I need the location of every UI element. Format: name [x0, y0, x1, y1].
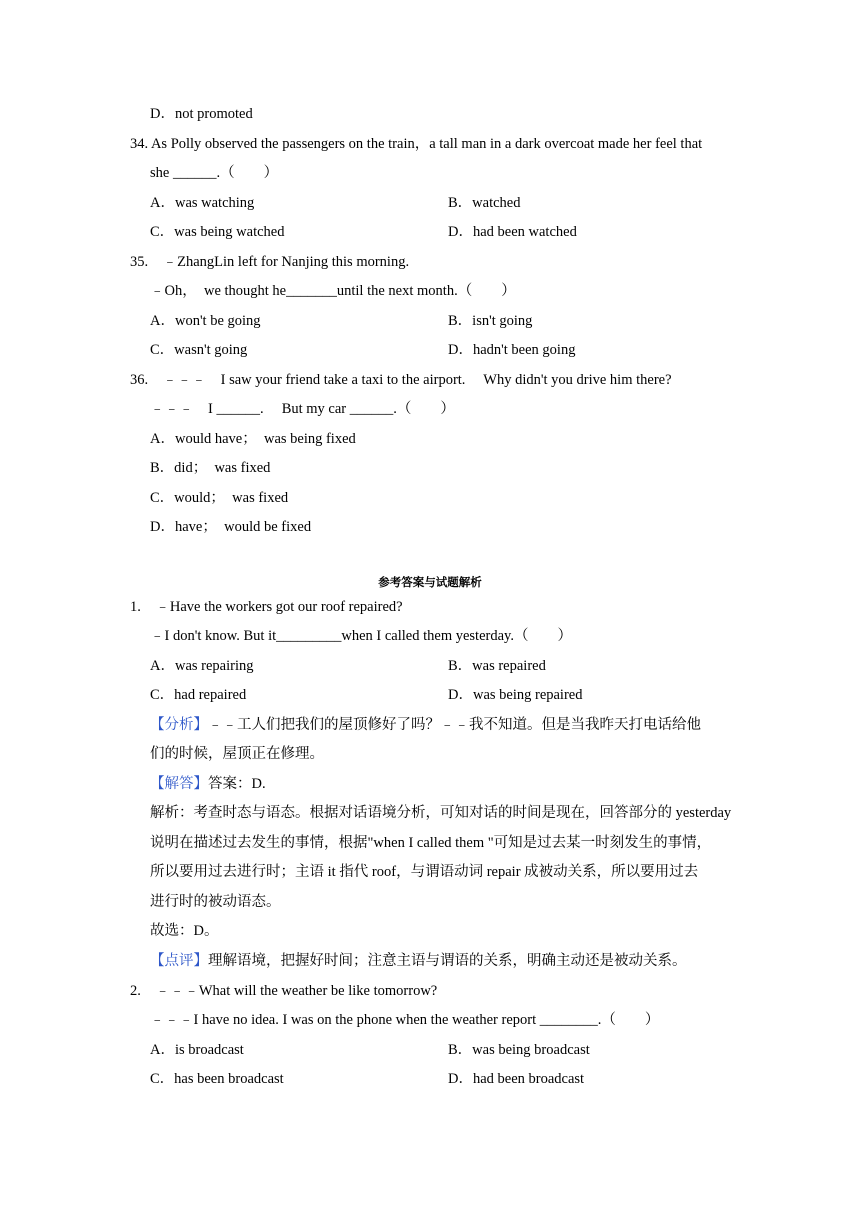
q36-stem-line1: 36. ﹣﹣﹣ I saw your friend take a taxi to the airport. Why didn't you drive him there?: [130, 372, 672, 388]
a1-comment-line: [150, 952, 687, 970]
q34-option-c: C．was being watched: [150, 224, 285, 240]
q35-option-c: C．wasn't going: [150, 342, 248, 358]
q36-option-b: B．did； was fixed: [150, 460, 271, 476]
q33-option-d: D．not promoted: [150, 106, 253, 122]
q36-option-a: A．would have； was being fixed: [150, 431, 356, 447]
a1-stem-line1: 1. ﹣Have the workers got our roof repaired?: [130, 599, 403, 615]
q34-stem-line2: she ______.（ ）: [150, 165, 279, 181]
q34-option-b: B．watched: [448, 195, 521, 211]
a2-option-c: C．has been broadcast: [150, 1071, 284, 1087]
a1-option-d: D．was being repaired: [448, 687, 583, 703]
a2-option-b: B．was being broadcast: [448, 1042, 590, 1058]
a2-stem-line2: ﹣﹣﹣I have no idea. I was on the phone when the weather report ________.（ ）: [150, 1012, 660, 1028]
q35-stem-line2: ﹣Oh， we thought he_______until the next month.（ ）: [150, 283, 516, 299]
analysis-text: ﹣﹣工人们把我们的屋顶修好了吗？﹣﹣我不知道。但是当我昨天打电话给他: [208, 717, 701, 733]
answer-tag: 【解答】: [150, 776, 208, 792]
analysis-tag: 【分析】: [150, 717, 208, 733]
q36-option-c: C．would； was fixed: [150, 490, 289, 506]
a1-option-b: B．was repaired: [448, 658, 546, 674]
q35-option-b: B．isn't going: [448, 313, 533, 329]
a1-option-c: C．had repaired: [150, 687, 247, 703]
q36-stem-line2: ﹣﹣﹣ I ______. But my car ______.（ ）: [150, 401, 455, 417]
a1-explanation-line1: 解析：考查时态与语态。根据对话语境分析，可知对话的时间是现在，回答部分的 yesterday: [150, 805, 732, 821]
section-title: 参考答案与试题解析: [378, 575, 482, 589]
answer-text: 答案：D.: [208, 776, 266, 792]
comment-text: 理解语境，把握好时间；注意主语与谓语的关系，明确主动还是被动关系。: [208, 953, 687, 969]
q36-option-d: D．have； would be fixed: [150, 519, 312, 535]
a1-analysis-line1: [150, 716, 701, 734]
q34-option-d: D．had been watched: [448, 224, 577, 240]
q35-stem-line1: 35. ﹣ZhangLin left for Nanjing this morning.: [130, 254, 410, 270]
q35-option-a: A．won't be going: [150, 313, 261, 329]
a1-answer-line: [150, 775, 266, 793]
a1-explanation-line2: 说明在描述过去发生的事情，根据"when I called them "可知是过去某一时刻发生的事情，: [150, 835, 712, 851]
a2-option-d: D．had been broadcast: [448, 1071, 585, 1087]
q35-option-d: D．hadn't been going: [448, 342, 576, 358]
a2-stem-line1: 2. ﹣﹣﹣What will the weather be like tomorrow?: [130, 983, 438, 999]
q34-stem-line1: 34. As Polly observed the passengers on the train，a tall man in a dark overcoat made her feel that: [130, 136, 703, 152]
a1-option-a: A．was repairing: [150, 658, 254, 674]
q34-option-a: A．was watching: [150, 195, 255, 211]
a2-option-a: A．is broadcast: [150, 1042, 244, 1058]
a1-analysis-line2: 们的时候，屋顶正在修理。: [150, 746, 324, 762]
a1-stem-line2: ﹣I don't know. But it_________when I called them yesterday.（ ）: [150, 628, 572, 644]
a1-explanation-line4: 进行时的被动语态。: [150, 894, 281, 910]
comment-tag: 【点评】: [150, 953, 208, 969]
a1-explanation-line3: 所以要用过去进行时；主语 it 指代 roof，与谓语动词 repair 成被动关系，所以要用过去: [150, 864, 699, 880]
a1-choose-line: 故选：D。: [150, 923, 219, 939]
